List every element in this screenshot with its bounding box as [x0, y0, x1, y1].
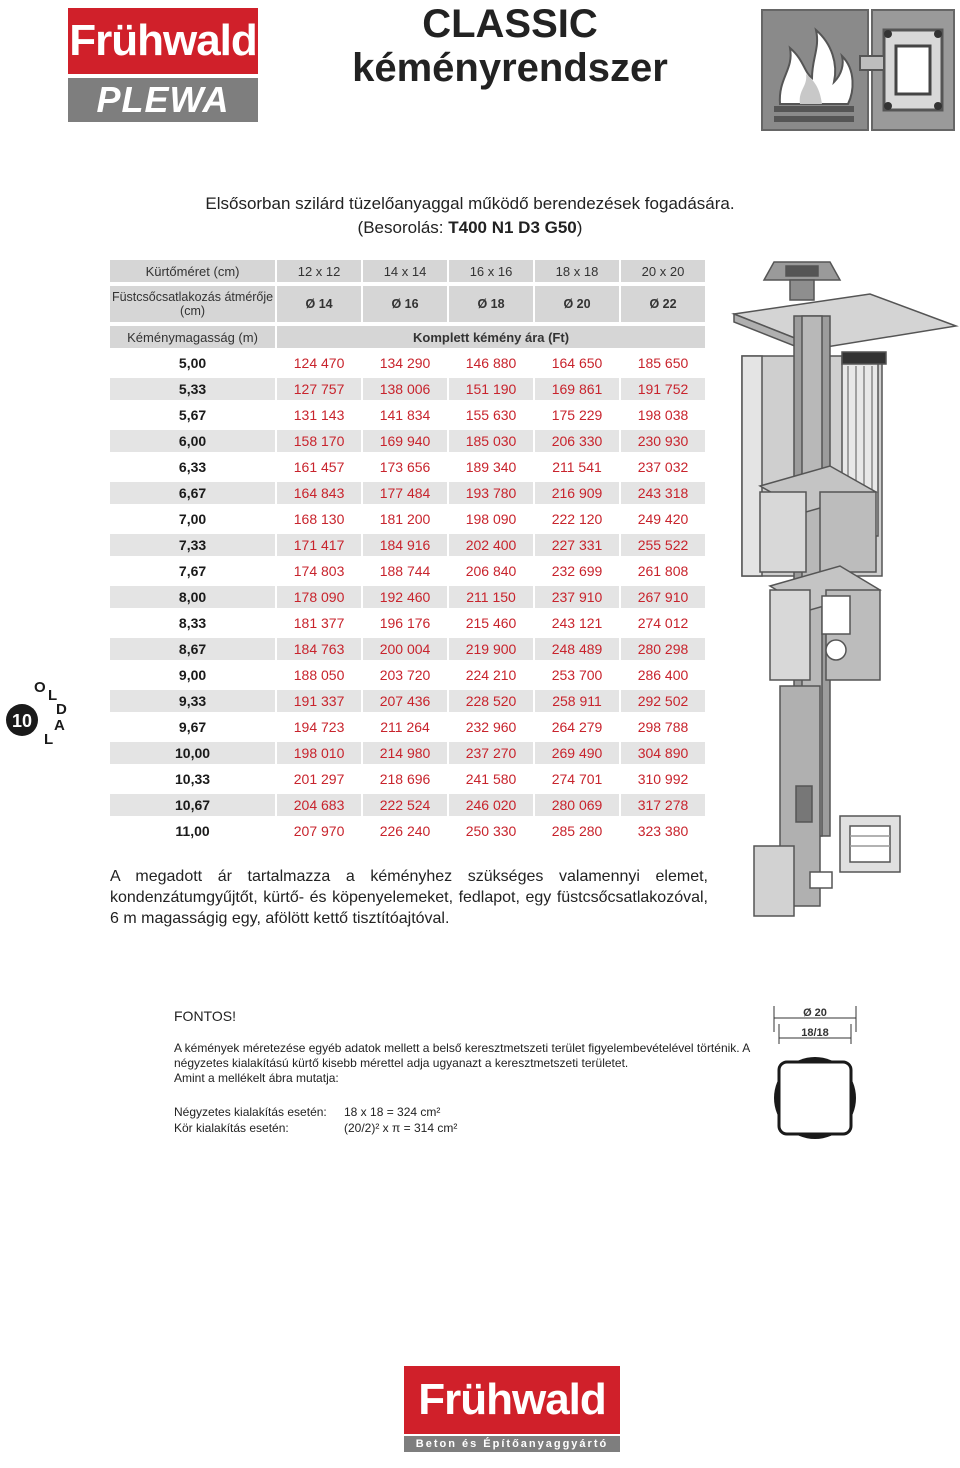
price-cell: 204 683 [277, 794, 363, 816]
diameter-cell: Ø 14 [277, 286, 363, 322]
price-cell: 232 699 [535, 560, 621, 582]
price-cell: 206 840 [449, 560, 535, 582]
price-cell: 189 340 [449, 456, 535, 478]
chimney-system-illustration [730, 256, 960, 926]
price-cell: 203 720 [363, 664, 449, 686]
height-cell: 8,33 [110, 612, 277, 634]
header-row-sizes [110, 260, 705, 282]
price-cell: 211 264 [363, 716, 449, 738]
square-formula-label: Négyzetes kialakítás esetén: [174, 1105, 327, 1119]
price-cell: 188 744 [363, 560, 449, 582]
price-cell: 243 318 [621, 482, 705, 504]
price-cell: 181 200 [363, 508, 449, 530]
size-cell: 20 x 20 [621, 260, 705, 282]
circle-formula-value: (20/2)² x π = 314 cm² [344, 1121, 458, 1135]
height-cell: 5,00 [110, 352, 277, 374]
price-cell: 184 763 [277, 638, 363, 660]
price-cell: 164 843 [277, 482, 363, 504]
classification-subtitle [110, 192, 830, 240]
price-cell: 269 490 [535, 742, 621, 764]
price-cell: 146 880 [449, 352, 535, 374]
price-cell: 255 522 [621, 534, 705, 556]
table-row [110, 794, 705, 816]
price-cell: 171 417 [277, 534, 363, 556]
price-cell: 202 400 [449, 534, 535, 556]
price-cell: 191 752 [621, 378, 705, 400]
price-cell: 192 460 [363, 586, 449, 608]
table-row [110, 586, 705, 608]
price-cell: 285 280 [535, 820, 621, 842]
size-cell: 18 x 18 [535, 260, 621, 282]
logo-brand-name: Frühwald [68, 8, 258, 74]
height-cell: 8,00 [110, 586, 277, 608]
table-row [110, 612, 705, 634]
page-title [330, 2, 690, 90]
table-row [110, 638, 705, 660]
table-row [110, 482, 705, 504]
price-cell: 230 930 [621, 430, 705, 452]
price-cell: 241 580 [449, 768, 535, 790]
header-row-diameters [110, 286, 705, 322]
price-cell: 155 630 [449, 404, 535, 426]
price-cell: 323 380 [621, 820, 705, 842]
price-table [110, 256, 705, 846]
table-row [110, 404, 705, 426]
price-cell: 298 788 [621, 716, 705, 738]
price-cell: 178 090 [277, 586, 363, 608]
price-cell: 198 038 [621, 404, 705, 426]
height-cell: 11,00 [110, 820, 277, 842]
square-formula-row [174, 1104, 457, 1120]
footer-brand-name: Frühwald [404, 1366, 620, 1434]
important-title: FONTOS! [174, 1008, 236, 1024]
table-row [110, 430, 705, 452]
subtitle-line1: Elsősorban szilárd tüzelőanyaggal működő berendezések fogadására. [205, 194, 735, 213]
price-cell: 134 290 [363, 352, 449, 374]
price-cell: 188 050 [277, 664, 363, 686]
price-cell: 194 723 [277, 716, 363, 738]
price-cell: 184 916 [363, 534, 449, 556]
logo-sub-brand: PLEWA [68, 78, 258, 122]
height-cell: 9,00 [110, 664, 277, 686]
price-cell: 227 331 [535, 534, 621, 556]
diameter-cell: Ø 20 [535, 286, 621, 322]
price-cell: 214 980 [363, 742, 449, 764]
price-cell: 216 909 [535, 482, 621, 504]
price-cell: 158 170 [277, 430, 363, 452]
height-cell: 9,33 [110, 690, 277, 712]
price-cell: 219 900 [449, 638, 535, 660]
height-cell: 10,00 [110, 742, 277, 764]
price-cell: 201 297 [277, 768, 363, 790]
price-cell: 141 834 [363, 404, 449, 426]
important-text-lead: Amint a mellékelt ábra mutatja: [174, 1071, 339, 1085]
title-line1: CLASSIC [422, 2, 598, 46]
height-cell: 6,00 [110, 430, 277, 452]
price-cell: 207 970 [277, 820, 363, 842]
price-cell: 237 270 [449, 742, 535, 764]
title-line2: kéményrendszer [352, 46, 668, 90]
price-cell: 246 020 [449, 794, 535, 816]
page-word: O L D A L [34, 680, 67, 748]
price-cell: 185 030 [449, 430, 535, 452]
price-cell: 232 960 [449, 716, 535, 738]
page-number-badge [4, 680, 80, 760]
table-row [110, 378, 705, 400]
price-cell: 292 502 [621, 690, 705, 712]
price-cell: 206 330 [535, 430, 621, 452]
price-cell: 243 121 [535, 612, 621, 634]
price-cell: 198 090 [449, 508, 535, 530]
table-row [110, 534, 705, 556]
table-row [110, 820, 705, 842]
price-cell: 261 808 [621, 560, 705, 582]
price-cell: 286 400 [621, 664, 705, 686]
price-cell: 131 143 [277, 404, 363, 426]
price-cell: 169 861 [535, 378, 621, 400]
price-cell: 174 803 [277, 560, 363, 582]
table-row [110, 690, 705, 712]
height-cell: 6,67 [110, 482, 277, 504]
price-cell: 224 210 [449, 664, 535, 686]
price-cell: 211 150 [449, 586, 535, 608]
classification-code: T400 N1 D3 G50 [448, 218, 577, 237]
square-formula-value: 18 x 18 = 324 cm² [344, 1105, 441, 1119]
table-row [110, 508, 705, 530]
important-text [174, 1041, 754, 1086]
price-cell: 215 460 [449, 612, 535, 634]
price-cell: 274 701 [535, 768, 621, 790]
size-cell: 12 x 12 [277, 260, 363, 282]
square-section-shape [779, 1062, 851, 1134]
diameter-cell: Ø 18 [449, 286, 535, 322]
height-cell: 7,67 [110, 560, 277, 582]
price-cell: 226 240 [363, 820, 449, 842]
price-cell: 207 436 [363, 690, 449, 712]
height-cell: 5,33 [110, 378, 277, 400]
header-label-diameter: Füstcsőcsatlakozás átmérője (cm) [110, 286, 277, 322]
table-row [110, 664, 705, 686]
circle-formula-label: Kör kialakítás esetén: [174, 1121, 289, 1135]
height-cell: 6,33 [110, 456, 277, 478]
footer-tagline: Beton és Építőanyaggyártó Kft. [404, 1436, 620, 1452]
price-cell: 310 992 [621, 768, 705, 790]
price-cell: 237 032 [621, 456, 705, 478]
price-cell: 248 489 [535, 638, 621, 660]
height-cell: 9,67 [110, 716, 277, 738]
diameter-cell: Ø 16 [363, 286, 449, 322]
table-row [110, 742, 705, 764]
price-cell: 267 910 [621, 586, 705, 608]
cross-section-diagram [770, 1004, 860, 1144]
price-cell: 185 650 [621, 352, 705, 374]
price-cell: 200 004 [363, 638, 449, 660]
diameter-label: Ø 20 [803, 1007, 827, 1019]
price-cell: 250 330 [449, 820, 535, 842]
price-cell: 258 911 [535, 690, 621, 712]
price-cell: 169 940 [363, 430, 449, 452]
price-cell: 317 278 [621, 794, 705, 816]
price-cell: 191 337 [277, 690, 363, 712]
height-cell: 10,33 [110, 768, 277, 790]
price-cell: 222 120 [535, 508, 621, 530]
price-cell: 237 910 [535, 586, 621, 608]
price-cell: 274 012 [621, 612, 705, 634]
height-cell: 5,67 [110, 404, 277, 426]
size-cell: 14 x 14 [363, 260, 449, 282]
price-cell: 211 541 [535, 456, 621, 478]
price-cell: 164 650 [535, 352, 621, 374]
price-cell: 177 484 [363, 482, 449, 504]
price-cell: 264 279 [535, 716, 621, 738]
price-cell: 124 470 [277, 352, 363, 374]
price-cell: 173 656 [363, 456, 449, 478]
price-cell: 161 457 [277, 456, 363, 478]
price-cell: 127 757 [277, 378, 363, 400]
height-cell: 8,67 [110, 638, 277, 660]
price-cell: 196 176 [363, 612, 449, 634]
price-cell: 280 069 [535, 794, 621, 816]
header-label-price: Komplett kémény ára (Ft) [277, 326, 705, 348]
price-cell: 280 298 [621, 638, 705, 660]
price-cell: 218 696 [363, 768, 449, 790]
size-cell: 16 x 16 [449, 260, 535, 282]
table-row [110, 560, 705, 582]
price-cell: 304 890 [621, 742, 705, 764]
header-label-height: Kéménymagasság (m) [110, 326, 277, 348]
price-cell: 222 524 [363, 794, 449, 816]
page-number: 10 [11, 711, 33, 731]
subtitle-line2: (Besorolás: T400 N1 D3 G50) [357, 218, 583, 237]
header-row-price [110, 326, 705, 348]
header-label-size: Kürtőméret (cm) [110, 260, 277, 282]
table-row [110, 768, 705, 790]
circle-formula-row [174, 1120, 457, 1136]
footer-logo [404, 1366, 620, 1466]
square-size-label: 18/18 [801, 1027, 829, 1039]
table-row [110, 716, 705, 738]
important-text-body: A kémények méretezése egyéb adatok mellett a belső keresztmetszeti terület figyelembevételével történik. A négyzetes kialakítású kürtő kisebb mérettel adja ugyanazt a keresztmetszeti területet. [174, 1041, 750, 1070]
fire-chimney-icon [760, 8, 956, 132]
table-row [110, 456, 705, 478]
area-formulas [174, 1104, 457, 1136]
height-cell: 10,67 [110, 794, 277, 816]
price-cell: 175 229 [535, 404, 621, 426]
diameter-cell: Ø 22 [621, 286, 705, 322]
height-cell: 7,00 [110, 508, 277, 530]
price-cell: 249 420 [621, 508, 705, 530]
price-cell: 168 130 [277, 508, 363, 530]
fruhwald-plewa-logo [68, 8, 258, 122]
price-cell: 193 780 [449, 482, 535, 504]
price-cell: 138 006 [363, 378, 449, 400]
price-cell: 181 377 [277, 612, 363, 634]
price-cell: 198 010 [277, 742, 363, 764]
table-row [110, 352, 705, 374]
price-cell: 253 700 [535, 664, 621, 686]
price-cell: 151 190 [449, 378, 535, 400]
price-note: A megadott ár tartalmazza a kéményhez szükséges valamennyi elemet, kondenzátumgyűjtőt, kürtő- és köpenyelemeket, fedlapot, egy füstcsőcsatlakozóval, 6 m magasságig egy, afölött kettő tisztítóajtóval. [110, 868, 708, 927]
height-cell: 7,33 [110, 534, 277, 556]
price-cell: 228 520 [449, 690, 535, 712]
